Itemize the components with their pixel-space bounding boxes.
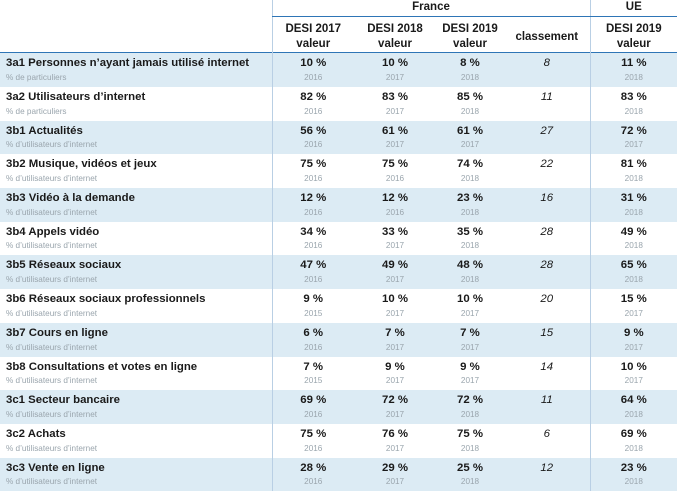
row-desi2018-cell (354, 323, 436, 357)
row-desi2018-cell (354, 289, 436, 323)
value-desi2019: 23 % (457, 192, 483, 205)
value-desi2017: 6 % (303, 326, 324, 339)
year-desi2017: 2016 (304, 275, 323, 285)
indicator-unit: % d’utilisateurs d’internet (6, 443, 98, 453)
value-desi2017: 75 % (300, 427, 327, 440)
row-ue-cell (590, 357, 677, 391)
header-col-desi2017-sub: valeur (296, 38, 331, 51)
row-classement-cell (504, 188, 590, 222)
rank-desi2019: 8 (543, 57, 550, 70)
year-desi2017: 2015 (304, 376, 323, 386)
year-desi2019: 2017 (460, 308, 480, 318)
row-desi2018-cell (354, 121, 436, 155)
year-desi2018: 2016 (385, 207, 405, 217)
year-ue: 2017 (624, 140, 643, 150)
table-row (0, 188, 677, 222)
indicator-label: 3b2 Musique, vidéos et jeux (6, 158, 157, 171)
rank-spacer (504, 444, 590, 458)
row-desi2019-cell (436, 222, 504, 256)
row-label-cell (0, 255, 272, 289)
year-ue: 2017 (624, 342, 643, 352)
value-desi2018: 75 % (382, 158, 408, 171)
header-col-desi2017-title: DESI 2017 (285, 23, 342, 35)
value-desi2019: 9 % (460, 360, 480, 373)
indicator-label: 3c1 Secteur bancaire (6, 394, 120, 407)
row-classement-cell (504, 222, 590, 256)
header-corner-blank (0, 0, 272, 17)
value-ue: 9 % (623, 326, 644, 339)
year-desi2017: 2016 (304, 140, 323, 150)
row-desi2017-cell (272, 424, 354, 458)
value-desi2018: 9 % (385, 360, 405, 373)
indicator-unit: % d’utilisateurs d’internet (6, 174, 98, 184)
value-desi2017: 9 % (303, 293, 324, 306)
indicator-unit: % d’utilisateurs d’internet (6, 342, 98, 352)
indicator-label: 3b6 Réseaux sociaux professionnels (6, 293, 206, 306)
table-row (0, 53, 677, 87)
table-row (0, 289, 677, 323)
year-ue: 2018 (624, 275, 643, 285)
value-desi2017: 56 % (300, 124, 327, 137)
row-ue-cell (590, 323, 677, 357)
header-col-ue-title: DESI 2019 (605, 23, 662, 35)
rank-desi2019: 14 (540, 360, 554, 373)
year-desi2018: 2017 (385, 140, 405, 150)
header-group-france: France (272, 0, 590, 17)
row-label-cell (0, 154, 272, 188)
row-ue-cell (590, 458, 677, 492)
row-classement-cell (504, 121, 590, 155)
year-ue: 2017 (624, 376, 643, 386)
rank-desi2019: 28 (540, 259, 554, 272)
rank-spacer (504, 376, 590, 390)
value-desi2018: 10 % (382, 293, 408, 306)
value-desi2017: 82 % (300, 91, 327, 104)
value-ue: 72 % (620, 124, 647, 137)
row-label-cell (0, 458, 272, 492)
table-row (0, 424, 677, 458)
rank-desi2019: 20 (540, 293, 554, 306)
value-desi2017: 12 % (300, 192, 327, 205)
year-desi2018: 2017 (385, 376, 405, 386)
row-classement-cell (504, 289, 590, 323)
rank-desi2019: 28 (540, 225, 554, 238)
year-desi2017: 2016 (304, 477, 323, 487)
row-desi2019-cell (436, 255, 504, 289)
rank-spacer (504, 275, 590, 289)
year-desi2018: 2017 (385, 241, 405, 251)
year-desi2018: 2017 (385, 443, 405, 453)
row-classement-cell (504, 154, 590, 188)
row-label-cell (0, 53, 272, 87)
year-desi2019: 2018 (460, 443, 480, 453)
row-desi2018-cell (354, 390, 436, 424)
row-label-cell (0, 357, 272, 391)
row-desi2018-cell (354, 188, 436, 222)
rank-spacer (504, 410, 590, 424)
year-desi2019: 2018 (460, 241, 480, 251)
rank-spacer (504, 241, 590, 255)
rank-spacer (504, 174, 590, 188)
row-desi2018-cell (354, 222, 436, 256)
year-ue: 2018 (624, 443, 643, 453)
year-desi2018: 2017 (385, 73, 405, 83)
year-desi2018: 2017 (385, 409, 405, 419)
indicator-label: 3b4 Appels vidéo (6, 225, 100, 238)
header-col-desi2019-valeur (436, 17, 504, 53)
rank-desi2019: 16 (540, 192, 554, 205)
indicator-unit: % d’utilisateurs d’internet (6, 241, 98, 251)
row-desi2019-cell (436, 289, 504, 323)
value-desi2018: 72 % (382, 394, 408, 407)
header-col-desi2019-sub: valeur (453, 38, 487, 51)
row-label-cell (0, 222, 272, 256)
row-ue-cell (590, 188, 677, 222)
year-desi2017: 2016 (304, 409, 323, 419)
year-desi2019: 2017 (460, 376, 480, 386)
row-classement-cell (504, 53, 590, 87)
row-desi2019-cell (436, 424, 504, 458)
value-desi2018: 61 % (382, 124, 408, 137)
row-label-cell (0, 424, 272, 458)
row-desi2018-cell (354, 87, 436, 121)
row-classement-cell (504, 458, 590, 492)
rank-spacer (504, 107, 590, 121)
row-ue-cell (590, 154, 677, 188)
year-desi2017: 2016 (304, 73, 323, 83)
value-ue: 31 % (620, 192, 647, 205)
row-desi2019-cell (436, 458, 504, 492)
year-desi2017: 2016 (304, 174, 323, 184)
rank-spacer (504, 140, 590, 154)
year-ue: 2018 (624, 409, 643, 419)
table-row (0, 323, 677, 357)
rank-spacer (504, 343, 590, 357)
indicator-label: 3b1 Actualités (6, 124, 83, 137)
value-desi2017: 28 % (300, 461, 327, 474)
row-classement-cell (504, 255, 590, 289)
rank-desi2019: 22 (540, 158, 554, 171)
year-ue: 2018 (624, 73, 643, 83)
value-desi2017: 69 % (300, 394, 327, 407)
indicator-label: 3c3 Vente en ligne (6, 461, 105, 474)
value-desi2019: 72 % (457, 394, 483, 407)
value-ue: 15 % (620, 293, 647, 306)
row-desi2019-cell (436, 188, 504, 222)
header-label-blank (0, 17, 272, 53)
rank-desi2019: 11 (540, 91, 553, 104)
row-classement-cell (504, 390, 590, 424)
row-desi2019-cell (436, 390, 504, 424)
value-desi2018: 29 % (382, 461, 408, 474)
row-classement-cell (504, 424, 590, 458)
indicator-unit: % d’utilisateurs d’internet (6, 140, 98, 150)
year-desi2019: 2018 (460, 106, 480, 116)
table-row (0, 222, 677, 256)
table-body (0, 53, 677, 491)
value-desi2019: 48 % (457, 259, 483, 272)
value-desi2019: 74 % (457, 158, 483, 171)
row-desi2017-cell (272, 121, 354, 155)
year-desi2019: 2018 (460, 174, 480, 184)
row-label-cell (0, 390, 272, 424)
indicator-unit: % de particuliers (6, 106, 67, 116)
row-desi2017-cell (272, 53, 354, 87)
row-desi2017-cell (272, 357, 354, 391)
table-header (0, 0, 677, 53)
value-ue: 65 % (620, 259, 647, 272)
year-desi2018: 2017 (385, 275, 405, 285)
year-desi2018: 2017 (385, 477, 405, 487)
indicator-unit: % d’utilisateurs d’internet (6, 409, 98, 419)
year-ue: 2017 (624, 308, 643, 318)
indicator-unit: % de particuliers (6, 73, 67, 83)
indicator-unit: % d’utilisateurs d’internet (6, 207, 98, 217)
value-desi2019: 25 % (457, 461, 483, 474)
row-classement-cell (504, 357, 590, 391)
header-col-desi2017 (272, 17, 354, 53)
value-desi2018: 12 % (382, 192, 408, 205)
value-desi2017: 10 % (300, 57, 327, 70)
year-desi2018: 2017 (385, 106, 405, 116)
row-label-cell (0, 323, 272, 357)
row-ue-cell (590, 390, 677, 424)
indicator-label: 3a1 Personnes n’ayant jamais utilisé internet (6, 57, 250, 70)
table-row (0, 87, 677, 121)
year-desi2017: 2016 (304, 342, 323, 352)
year-desi2017: 2015 (304, 308, 323, 318)
row-desi2017-cell (272, 458, 354, 492)
value-ue: 10 % (620, 360, 647, 373)
table-row (0, 121, 677, 155)
header-col-desi2019-classement (504, 17, 590, 53)
year-ue: 2018 (624, 477, 643, 487)
value-ue: 64 % (620, 394, 647, 407)
year-desi2018: 2017 (385, 342, 405, 352)
table-row (0, 390, 677, 424)
row-label-cell (0, 121, 272, 155)
row-desi2018-cell (354, 357, 436, 391)
row-desi2018-cell (354, 424, 436, 458)
value-desi2019: 75 % (457, 427, 483, 440)
year-ue: 2018 (624, 207, 643, 217)
indicator-label: 3a2 Utilisateurs d’internet (6, 91, 146, 104)
value-ue: 23 % (620, 461, 647, 474)
row-desi2018-cell (354, 255, 436, 289)
rank-desi2019: 15 (540, 326, 554, 339)
row-desi2019-cell (436, 154, 504, 188)
row-ue-cell (590, 222, 677, 256)
value-desi2019: 61 % (457, 124, 483, 137)
value-ue: 49 % (620, 225, 647, 238)
value-ue: 11 % (621, 57, 647, 70)
indicator-label: 3b7 Cours en ligne (6, 326, 108, 339)
year-ue: 2018 (624, 174, 643, 184)
rank-spacer (504, 208, 590, 222)
year-desi2018: 2017 (385, 308, 405, 318)
table-row (0, 357, 677, 391)
year-desi2017: 2016 (304, 241, 323, 251)
row-classement-cell (504, 323, 590, 357)
value-ue: 69 % (620, 427, 647, 440)
year-desi2019: 2017 (460, 140, 480, 150)
row-ue-cell (590, 87, 677, 121)
row-desi2017-cell (272, 154, 354, 188)
row-ue-cell (590, 289, 677, 323)
rank-spacer (504, 477, 590, 491)
row-desi2017-cell (272, 188, 354, 222)
row-desi2019-cell (436, 323, 504, 357)
row-ue-cell (590, 255, 677, 289)
header-col-ue-sub: valeur (616, 38, 651, 51)
header-columns-row (0, 17, 677, 53)
value-desi2018: 76 % (382, 427, 408, 440)
row-desi2017-cell (272, 390, 354, 424)
rank-desi2019: 27 (540, 124, 554, 137)
row-desi2019-cell (436, 87, 504, 121)
value-desi2019: 35 % (457, 225, 483, 238)
indicator-label: 3c2 Achats (6, 427, 66, 440)
row-label-cell (0, 188, 272, 222)
value-desi2019: 7 % (460, 326, 480, 339)
indicator-unit: % d’utilisateurs d’internet (6, 477, 98, 487)
row-ue-cell (590, 121, 677, 155)
header-col-desi2018-title: DESI 2018 (367, 23, 423, 35)
year-desi2019: 2018 (460, 207, 480, 217)
row-desi2018-cell (354, 53, 436, 87)
indicator-label: 3b8 Consultations et votes en ligne (6, 360, 198, 373)
value-desi2017: 47 % (300, 259, 327, 272)
year-desi2017: 2016 (304, 106, 323, 116)
row-desi2017-cell (272, 255, 354, 289)
indicator-label: 3b5 Réseaux sociaux (6, 259, 122, 272)
year-desi2017: 2016 (304, 207, 323, 217)
value-desi2017: 34 % (300, 225, 327, 238)
row-label-cell (0, 289, 272, 323)
value-desi2019: 10 % (457, 293, 483, 306)
row-ue-cell (590, 424, 677, 458)
indicator-unit: % d’utilisateurs d’internet (6, 308, 98, 318)
table-row (0, 458, 677, 492)
value-desi2019: 85 % (457, 91, 483, 104)
rank-desi2019: 11 (540, 394, 553, 407)
year-desi2019: 2018 (460, 275, 480, 285)
rank-spacer (504, 73, 590, 87)
table-row (0, 255, 677, 289)
indicator-unit: % d’utilisateurs d’internet (6, 275, 98, 285)
value-ue: 81 % (620, 158, 647, 171)
rank-desi2019: 6 (543, 427, 550, 440)
value-desi2019: 8 % (460, 57, 480, 70)
year-desi2019: 2018 (460, 73, 480, 83)
header-group-ue: UE (590, 0, 677, 17)
row-desi2018-cell (354, 458, 436, 492)
value-desi2018: 49 % (382, 259, 408, 272)
value-desi2017: 7 % (303, 360, 324, 373)
rank-spacer (504, 309, 590, 323)
row-desi2017-cell (272, 87, 354, 121)
row-desi2017-cell (272, 323, 354, 357)
header-col-ue-desi2019 (590, 17, 677, 53)
row-desi2019-cell (436, 53, 504, 87)
row-desi2019-cell (436, 121, 504, 155)
value-desi2018: 83 % (382, 91, 408, 104)
header-col-desi2018 (354, 17, 436, 53)
value-desi2017: 75 % (300, 158, 327, 171)
year-desi2018: 2016 (385, 174, 405, 184)
value-ue: 83 % (620, 91, 647, 104)
rank-desi2019: 12 (540, 461, 554, 474)
row-ue-cell (590, 53, 677, 87)
year-desi2019: 2018 (460, 409, 480, 419)
value-desi2018: 10 % (382, 57, 408, 70)
value-desi2018: 33 % (382, 225, 408, 238)
row-desi2017-cell (272, 222, 354, 256)
header-col-desi2019-title: DESI 2019 (442, 23, 498, 35)
row-desi2019-cell (436, 357, 504, 391)
indicator-label: 3b3 Vidéo à la demande (6, 192, 135, 205)
year-ue: 2018 (624, 241, 643, 251)
row-classement-cell (504, 87, 590, 121)
year-desi2019: 2017 (460, 342, 480, 352)
row-label-cell (0, 87, 272, 121)
row-desi2017-cell (272, 289, 354, 323)
header-group-row (0, 0, 677, 17)
value-desi2018: 7 % (385, 326, 405, 339)
year-ue: 2018 (624, 106, 643, 116)
header-col-desi2018-sub: valeur (378, 38, 412, 51)
header-col-classement-sub: classement (515, 30, 579, 43)
indicator-unit: % d’utilisateurs d’internet (6, 376, 98, 386)
year-desi2019: 2018 (460, 477, 480, 487)
table-row (0, 154, 677, 188)
row-desi2018-cell (354, 154, 436, 188)
year-desi2017: 2016 (304, 443, 323, 453)
